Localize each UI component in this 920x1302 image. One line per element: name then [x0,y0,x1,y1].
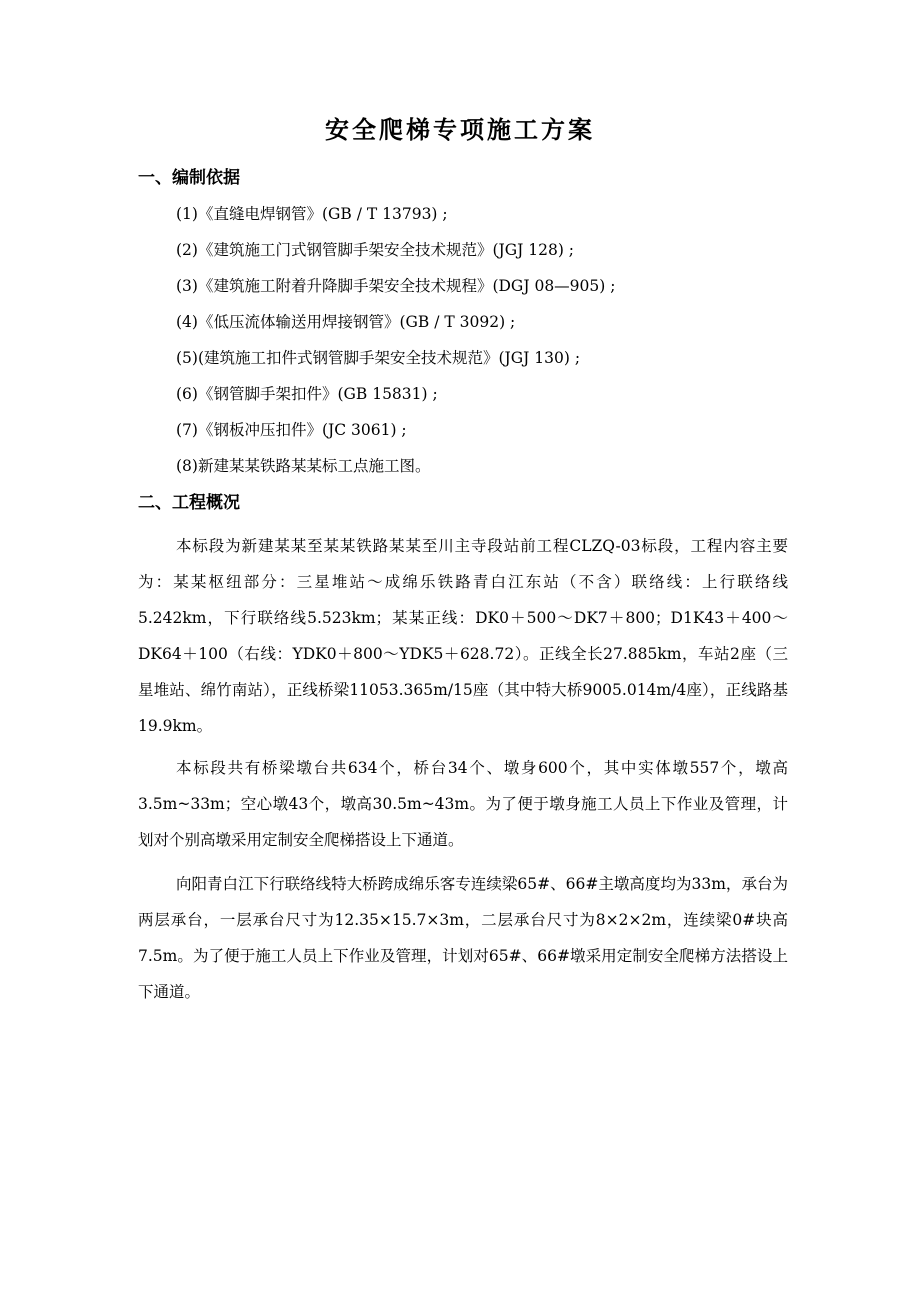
overview-paragraph: 本标段共有桥梁墩台共634个，桥台34个、墩身600个，其中实体墩557个，墩高3.5m~33m；空心墩43个，墩高30.5m~43m。为了便于墩身施工人员上下作业及管理，计划对个别高墩采用定制安全爬梯搭设上下通道。 [138,759,788,849]
reference-item: (2)《建筑施工门式钢管脚手架安全技术规范》(JGJ 128) ; [176,241,575,259]
section-heading-overview: 二、工程概况 [138,493,240,513]
reference-list [176,200,796,488]
overview-paragraph: 本标段为新建某某至某某铁路某某至川主寺段站前工程CLZQ-03标段，工程内容主要为：某某枢纽部分：三星堆站～成绵乐铁路青白江东站（不含）联络线：上行联络线5.242km，下行联络线5.523km；某某正线：DK0＋500～DK7＋800；D1K43＋400～DK64＋100（右线：YDK0＋800～YDK5＋628.72）。正线全长27.885km，车站2座（三星堆站、绵竹南站），正线桥梁11053.365m/15座（其中特大桥9005.014m/4座），正线路基19.9km。 [138,537,788,735]
reference-item: (4)《低压流体输送用焊接钢管》(GB / T 3092) ; [176,313,516,331]
reference-item: (1)《直缝电焊钢管》(GB / T 13793) ; [176,205,448,223]
overview-paragraph: 向阳青白江下行联络线特大桥跨成绵乐客专连续梁65#、66#主墩高度均为33m，承台为两层承台，一层承台尺寸为12.35×15.7×3m，二层承台尺寸为8×2×2m，连续梁0#块高7.5m。为了便于施工人员上下作业及管理，计划对65#、66#墩采用定制安全爬梯方法搭设上下通道。 [138,875,788,1001]
document-title: 安全爬梯专项施工方案 [325,116,595,144]
section-heading-basis: 一、编制依据 [138,168,240,188]
reference-item: (6)《钢管脚手架扣件》(GB 15831) ; [176,385,438,403]
reference-item: (7)《钢板冲压扣件》(JC 3061) ; [176,421,407,439]
reference-item: (3)《建筑施工附着升降脚手架安全技术规程》(DGJ 08—905) ; [176,277,616,295]
reference-item: (5)(建筑施工扣件式钢管脚手架安全技术规范》(JGJ 130) ; [176,349,581,367]
reference-item: (8)新建某某铁路某某标工点施工图。 [176,457,431,475]
